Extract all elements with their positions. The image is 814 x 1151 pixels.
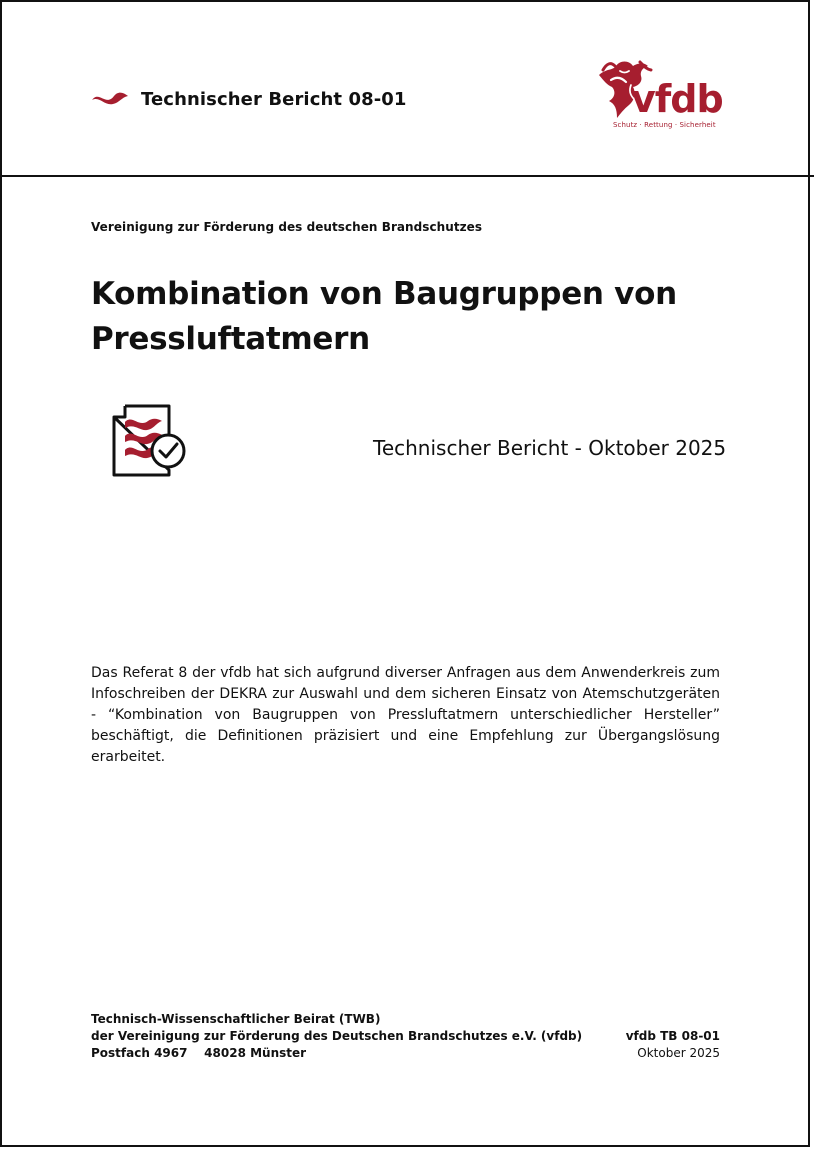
document-reference: [603, 1028, 720, 1062]
red-swoosh-icon: [91, 90, 129, 108]
logo-tagline: Schutz · Rettung · Sicherheit: [613, 121, 716, 129]
vfdb-logo: [595, 58, 723, 134]
document-code: vfdb TB 08-01: [625, 1029, 720, 1043]
report-header: [91, 82, 407, 116]
publisher-board: Technisch-Wissenschaftlicher Beirat (TWB): [91, 1012, 381, 1026]
summary-paragraph: Das Referat 8 der vfdb hat sich aufgrund diverser Anfragen aus dem Anwenderkreis zum Infoschreiben der DEKRA zur Auswahl und dem sicheren Einsatz von Atemschutzgeräten - “Kombination von Baugruppen von Pressluftatmern unterschiedlicher Hersteller” beschäftigt, die Definitionen präzisiert und eine Empfehlung zur Übergangslösung erarbeitet.: [91, 665, 720, 765]
document-date: Oktober 2025: [637, 1046, 720, 1060]
header-divider: [0, 175, 814, 177]
publisher-address: [91, 1011, 591, 1062]
issue-subtitle: Technischer Bericht - Oktober 2025: [373, 436, 727, 460]
document-title: Kombination von Baugruppen von Pressluftatmern: [91, 276, 677, 357]
report-code: Technischer Bericht 08-01: [141, 88, 407, 110]
document-checklist-check-icon: [108, 401, 190, 479]
postal-address: Postfach 4967 48028 Münster: [91, 1046, 307, 1060]
logo-wordmark: vfdb: [631, 77, 723, 121]
publisher-organization: der Vereinigung zur Förderung des Deutschen Brandschutzes e.V. (vfdb): [91, 1029, 583, 1043]
organization-name: Vereinigung zur Förderung des deutschen Brandschutzes: [91, 220, 483, 234]
